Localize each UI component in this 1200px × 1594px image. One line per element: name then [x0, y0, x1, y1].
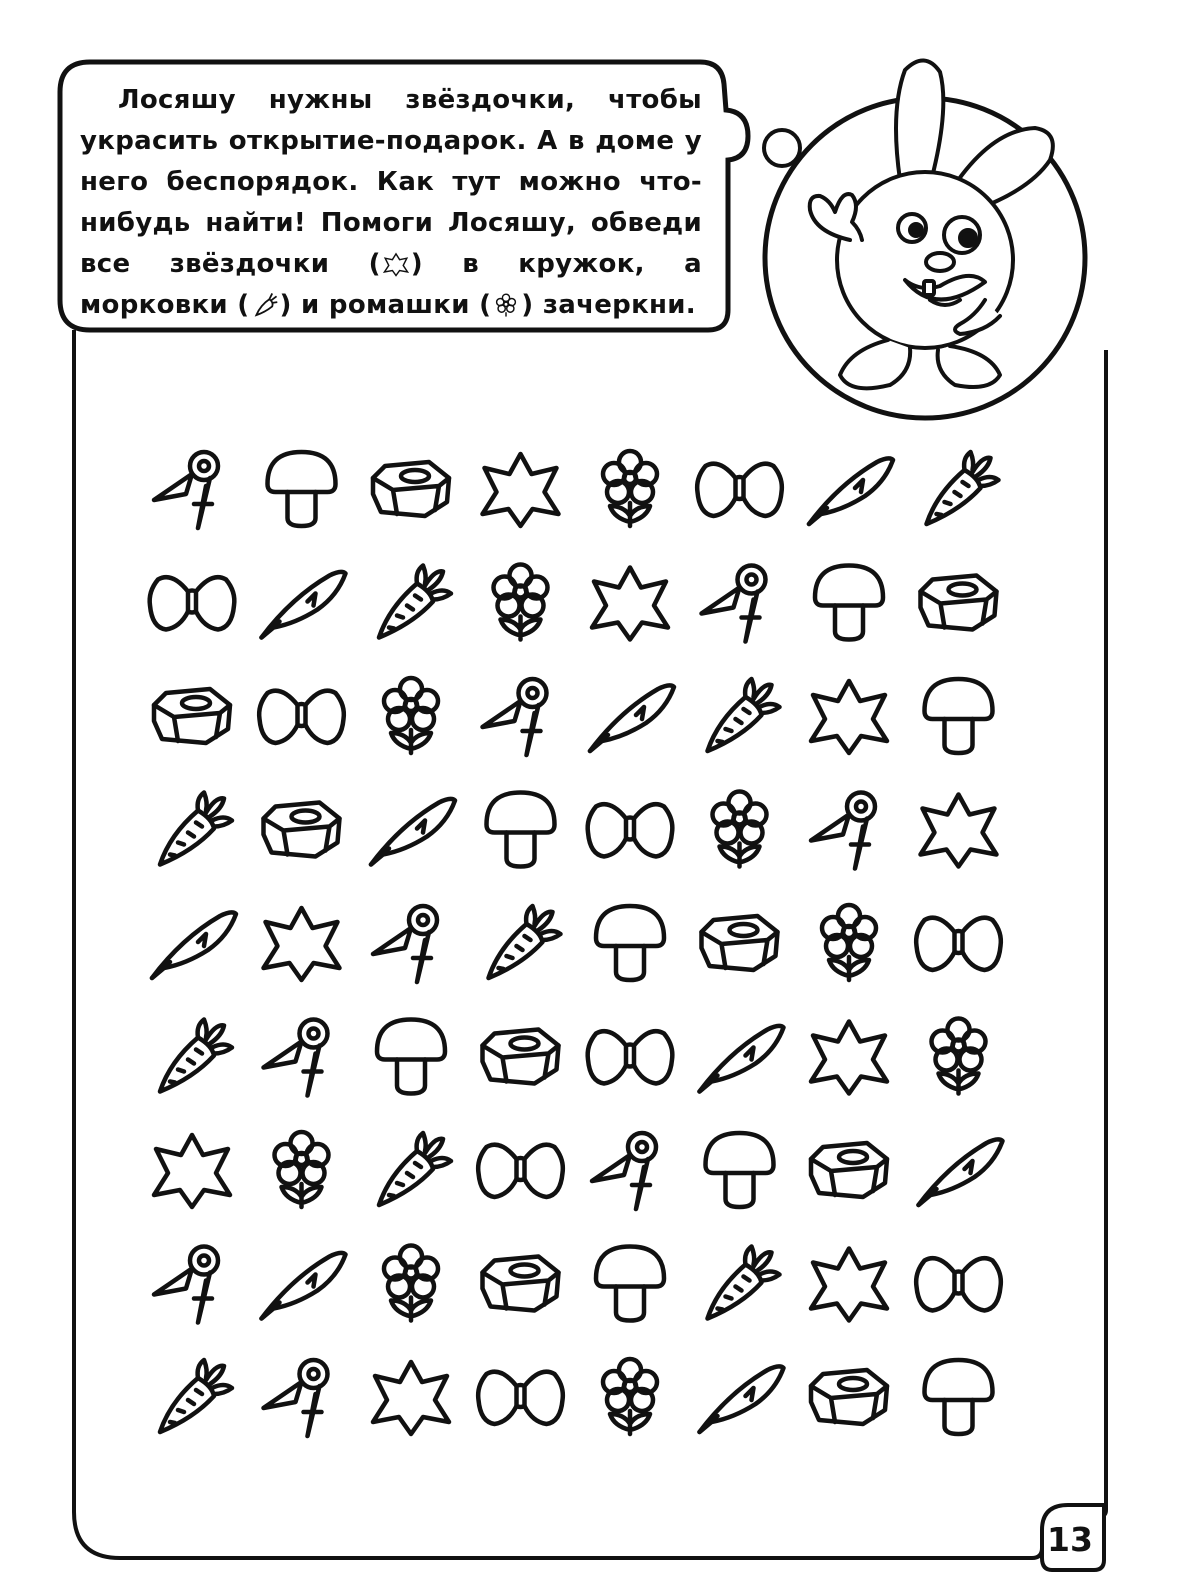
- hex-nut-icon[interactable]: [373, 462, 449, 516]
- carrot-icon[interactable]: [927, 452, 999, 524]
- flower-icon[interactable]: [275, 1132, 329, 1207]
- carrot-icon[interactable]: [708, 679, 780, 751]
- compass-icon[interactable]: [264, 1360, 328, 1436]
- instruction-text-part2: ) в кружок, а морковки (: [80, 249, 702, 320]
- compass-icon[interactable]: [483, 679, 547, 755]
- star-icon[interactable]: [592, 568, 668, 640]
- feather-icon[interactable]: [262, 1253, 346, 1319]
- star-icon[interactable]: [921, 795, 997, 867]
- carrot-icon[interactable]: [160, 1360, 232, 1432]
- mushroom-icon[interactable]: [487, 793, 555, 867]
- compass-icon[interactable]: [264, 1020, 328, 1096]
- compass-icon[interactable]: [373, 906, 437, 982]
- feather-icon[interactable]: [590, 685, 674, 751]
- carrot-icon[interactable]: [708, 1247, 780, 1319]
- feather-icon[interactable]: [809, 458, 893, 524]
- bow-icon[interactable]: [259, 691, 344, 743]
- hex-nut-icon[interactable]: [702, 916, 778, 970]
- bow-icon[interactable]: [916, 1258, 1001, 1310]
- flower-icon[interactable]: [932, 1019, 986, 1094]
- carrot-icon[interactable]: [379, 566, 451, 638]
- hex-nut-icon[interactable]: [811, 1143, 887, 1197]
- carrot-icon[interactable]: [379, 1133, 451, 1205]
- mushroom-icon[interactable]: [706, 1133, 774, 1207]
- bow-icon[interactable]: [478, 1372, 563, 1424]
- hex-nut-icon[interactable]: [483, 1030, 559, 1084]
- feather-icon[interactable]: [700, 1026, 784, 1092]
- mushroom-icon[interactable]: [377, 1020, 445, 1094]
- carrot-icon[interactable]: [489, 906, 561, 978]
- hex-nut-icon[interactable]: [811, 1370, 887, 1424]
- bow-icon[interactable]: [588, 1031, 673, 1083]
- flower-icon[interactable]: [713, 792, 767, 867]
- flower-icon[interactable]: [494, 565, 548, 640]
- hex-nut-icon[interactable]: [921, 576, 997, 630]
- flower-icon[interactable]: [822, 905, 876, 980]
- bow-icon[interactable]: [697, 464, 782, 516]
- star-icon[interactable]: [154, 1135, 230, 1207]
- bow-icon[interactable]: [588, 804, 673, 856]
- compass-icon[interactable]: [154, 1247, 218, 1323]
- mushroom-icon[interactable]: [925, 679, 993, 753]
- hex-nut-icon[interactable]: [264, 803, 340, 857]
- compass-icon[interactable]: [592, 1133, 656, 1209]
- feather-icon[interactable]: [262, 572, 346, 638]
- mushroom-icon[interactable]: [925, 1360, 993, 1434]
- bow-icon[interactable]: [916, 918, 1001, 970]
- mushroom-icon[interactable]: [596, 1247, 664, 1321]
- page-number: 13: [1047, 1520, 1093, 1559]
- feather-icon[interactable]: [919, 1139, 1003, 1205]
- feather-icon[interactable]: [371, 799, 455, 865]
- feather-icon[interactable]: [152, 912, 236, 978]
- flower-icon[interactable]: [384, 1246, 438, 1321]
- flower-icon[interactable]: [384, 678, 438, 753]
- instruction-text-part4: ) зачеркни.: [521, 290, 696, 320]
- mushroom-icon[interactable]: [815, 566, 883, 640]
- hex-nut-icon[interactable]: [154, 689, 230, 743]
- star-icon[interactable]: [811, 681, 887, 753]
- star-icon[interactable]: [811, 1249, 887, 1321]
- bow-icon[interactable]: [150, 577, 235, 629]
- star-icon[interactable]: [264, 908, 340, 980]
- mushroom-icon[interactable]: [596, 906, 664, 980]
- compass-icon[interactable]: [702, 566, 766, 642]
- instruction-text-part3: ) и ромашки (: [279, 290, 492, 320]
- carrot-icon[interactable]: [160, 793, 232, 865]
- flower-icon[interactable]: [603, 451, 657, 526]
- compass-icon[interactable]: [811, 793, 875, 869]
- star-icon[interactable]: [483, 454, 559, 526]
- star-icon[interactable]: [373, 1362, 449, 1434]
- hex-nut-icon[interactable]: [483, 1257, 559, 1311]
- bow-icon[interactable]: [478, 1145, 563, 1197]
- flower-icon[interactable]: [603, 1359, 657, 1434]
- carrot-icon[interactable]: [160, 1020, 232, 1092]
- feather-icon[interactable]: [700, 1366, 784, 1432]
- mushroom-icon[interactable]: [268, 452, 336, 526]
- star-icon[interactable]: [811, 1022, 887, 1094]
- compass-icon[interactable]: [154, 452, 218, 528]
- instruction-text-part1: Лосяшу нужны звёздочки, чтобы украсить открытие-подарок. А в доме у него беспорядок. Как тут можно что-нибудь найти! Помоги Лосяшу, обведи все звёздочки (: [80, 85, 702, 279]
